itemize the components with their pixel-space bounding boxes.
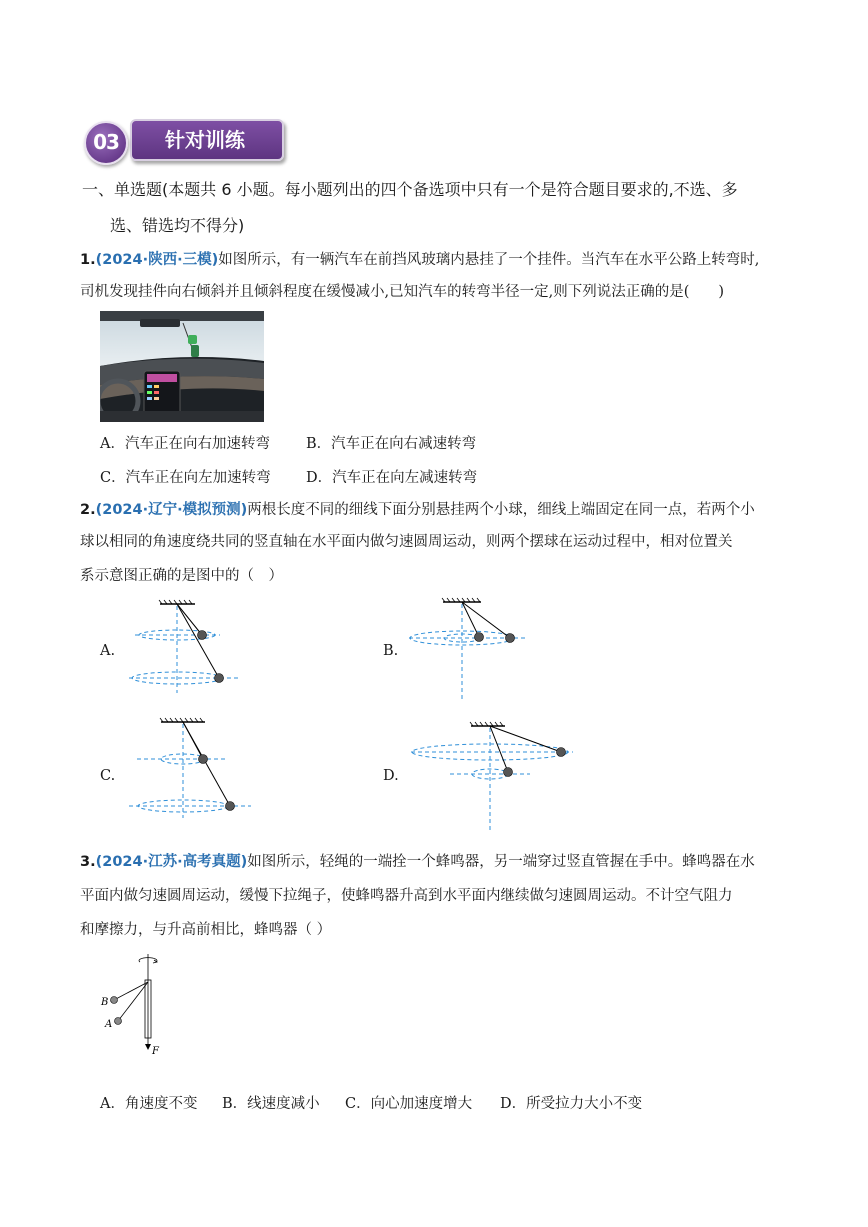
q3-text1: 如图所示，轻绳的一端拴一个蜂鸣器，另一端穿过竖直管握在手中。蜂鸣器在水 [247,854,755,870]
label-f: F [152,1046,159,1057]
q3-text3: 和摩擦力，与升高前相比，蜂鸣器（ ） [80,922,332,938]
pendulum-diagram-c [125,714,255,818]
q3-text2: 平面内做匀速圆周运动，缓慢下拉绳子，使蜂鸣器升高到水平面内继续做匀速圆周运动。不计空气阻力 [80,888,733,904]
q3-line1 [80,852,755,872]
pendulum-diagram-a [125,596,255,694]
q2-line1 [80,500,755,520]
q1-option-c: C．汽车正在向左加速转弯 [100,470,271,486]
q3-option-b: B．线速度减小 [222,1096,320,1112]
q3-source: (2024·江苏·高考真题) [95,854,248,870]
buzzer-tube-diagram [98,950,178,1060]
q2-label-c: C. [100,768,116,784]
q1-text1: 如图所示，有一辆汽车在前挡风玻璃内悬挂了一个挂件。当汽车在水平公路上转弯时, [218,252,760,268]
q1-option-a: A．汽车正在向右加速转弯 [100,436,270,452]
q1-source: (2024·陕西·三模) [95,252,219,268]
q3-option-a: A．角速度不变 [100,1096,198,1112]
section-heading-line1: 一、单选题(本题共 6 小题。每小题列出的四个备选项中只有一个是符合题目要求的,不选、多 [82,180,738,199]
q2-text3: 系示意图正确的是图中的（ ） [80,568,283,584]
q3-option-c: C．向心加速度增大 [345,1096,473,1112]
car-interior-photo [100,311,264,422]
q1-option-d: D．汽车正在向左减速转弯 [306,470,478,486]
q2-source: (2024·辽宁·模拟预测) [95,502,248,518]
q1-number: 1. [80,252,96,268]
pendulum-diagram-b [405,596,535,700]
label-b: B [101,997,109,1008]
pendulum-diagram-d [405,718,580,830]
section-badge-title: 针对训练 [165,128,245,152]
q3-number: 3. [80,854,96,870]
q2-label-d: D. [383,768,399,784]
q1-option-b: B．汽车正在向右减速转弯 [306,436,477,452]
q2-text2: 球以相同的角速度绕共同的竖直轴在水平面内做匀速圆周运动，则两个摆球在运动过程中，相对位置关 [80,534,733,550]
q2-number: 2. [80,502,96,518]
q2-text1: 两根长度不同的细线下面分别悬挂两个小球，细线上端固定在同一点，若两个小 [247,502,755,518]
q1-line1 [80,250,759,270]
section-badge-number: 03 [93,130,119,154]
section-heading-line2: 选、错选均不得分) [110,216,245,235]
q2-label-a: A. [100,643,116,659]
q1-text2: 司机发现挂件向右倾斜并且倾斜程度在缓慢减小,已知汽车的转弯半径一定,则下列说法正确的是( ) [80,284,725,300]
q2-label-b: B. [383,643,399,659]
label-a: A [105,1019,113,1030]
q3-option-d: D．所受拉力大小不变 [500,1096,643,1112]
